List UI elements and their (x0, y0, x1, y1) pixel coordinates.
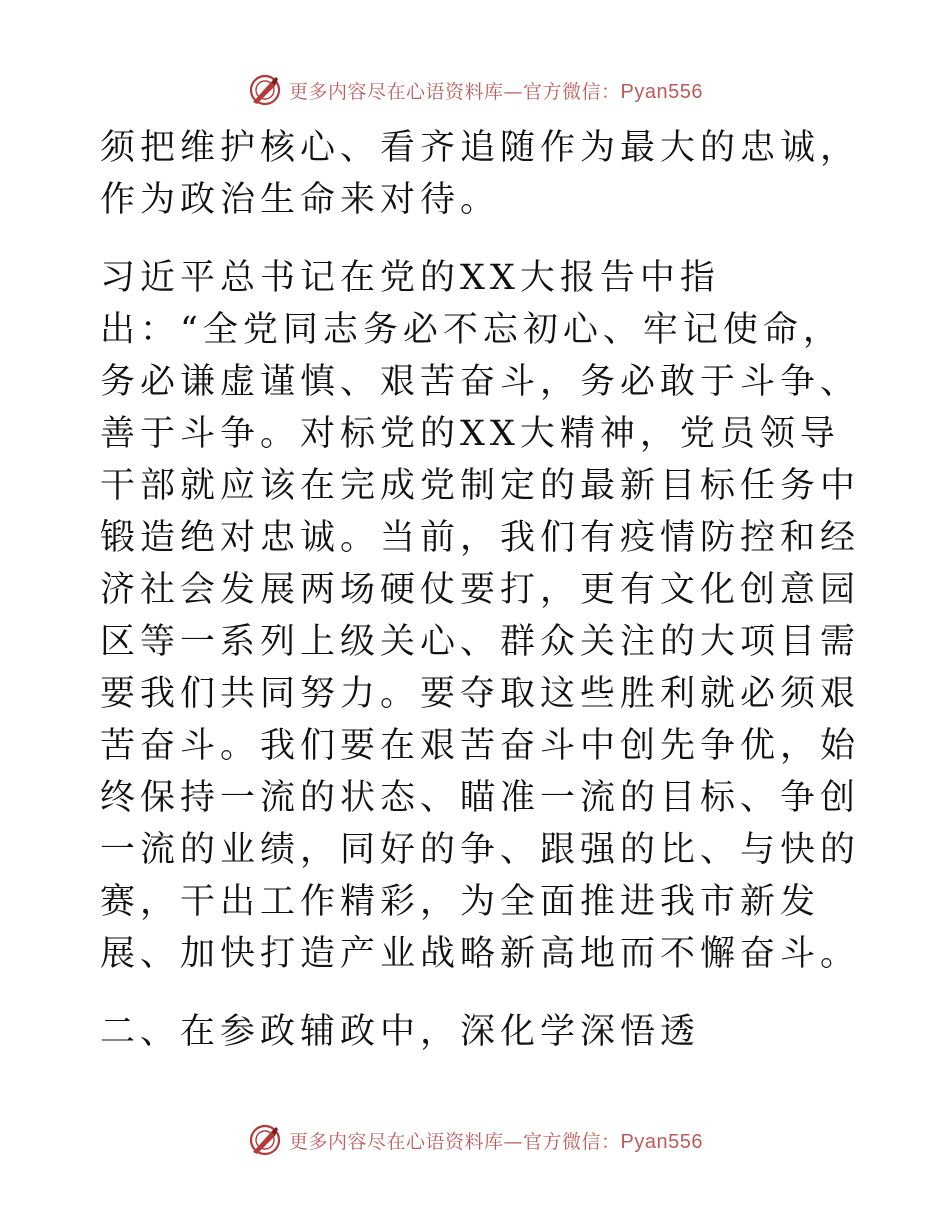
watermark-main-text: 更多内容尽在心语资料库—官方微信： (289, 1130, 621, 1153)
watermark-main-text: 更多内容尽在心语资料库—官方微信： (289, 80, 621, 103)
watermark-account-id: Pyan556 (620, 80, 703, 103)
pen-logo-icon (247, 72, 283, 108)
document-body (100, 122, 860, 1058)
header-watermark (0, 70, 950, 110)
footer-watermark (0, 1120, 950, 1160)
paragraph-continuation: 须把维护核心、看齐追随作为最大的忠诚，作为政治生命来对待。 (100, 128, 861, 220)
paragraph-main: 习近平总书记在党的XX大报告中指出：“全党同志务必不忘初心、牢记使命，务必谦虚谨慎、艰苦奋斗，务必敢于斗争、善于斗争。对标党的XX大精神，党员领导干部就应该在完成党制定的最新目标任务中锻造绝对忠诚。当前，我们有疫情防控和经济社会发展两场硬仗要打，更有文化创意园区等一系列上级关心、群众关注的大项目需要我们共同努力。要夺取这些胜利就必须艰苦奋斗。我们要在艰苦奋斗中创先争优，始终保持一流的状态、瞄准一流的目标、争创一流的业绩，同好的争、跟强的比、与快的赛，干出工作精彩，为全面推进我市新发展、加快打造产业战略新高地而不懈奋斗。 (100, 258, 861, 974)
watermark-account-id: Pyan556 (620, 1130, 703, 1153)
watermark-text (289, 1127, 703, 1154)
watermark-text (289, 77, 703, 104)
section-heading: 二、在参政辅政中，深化学深悟透 (100, 1012, 701, 1052)
pen-logo-icon (247, 1122, 283, 1158)
